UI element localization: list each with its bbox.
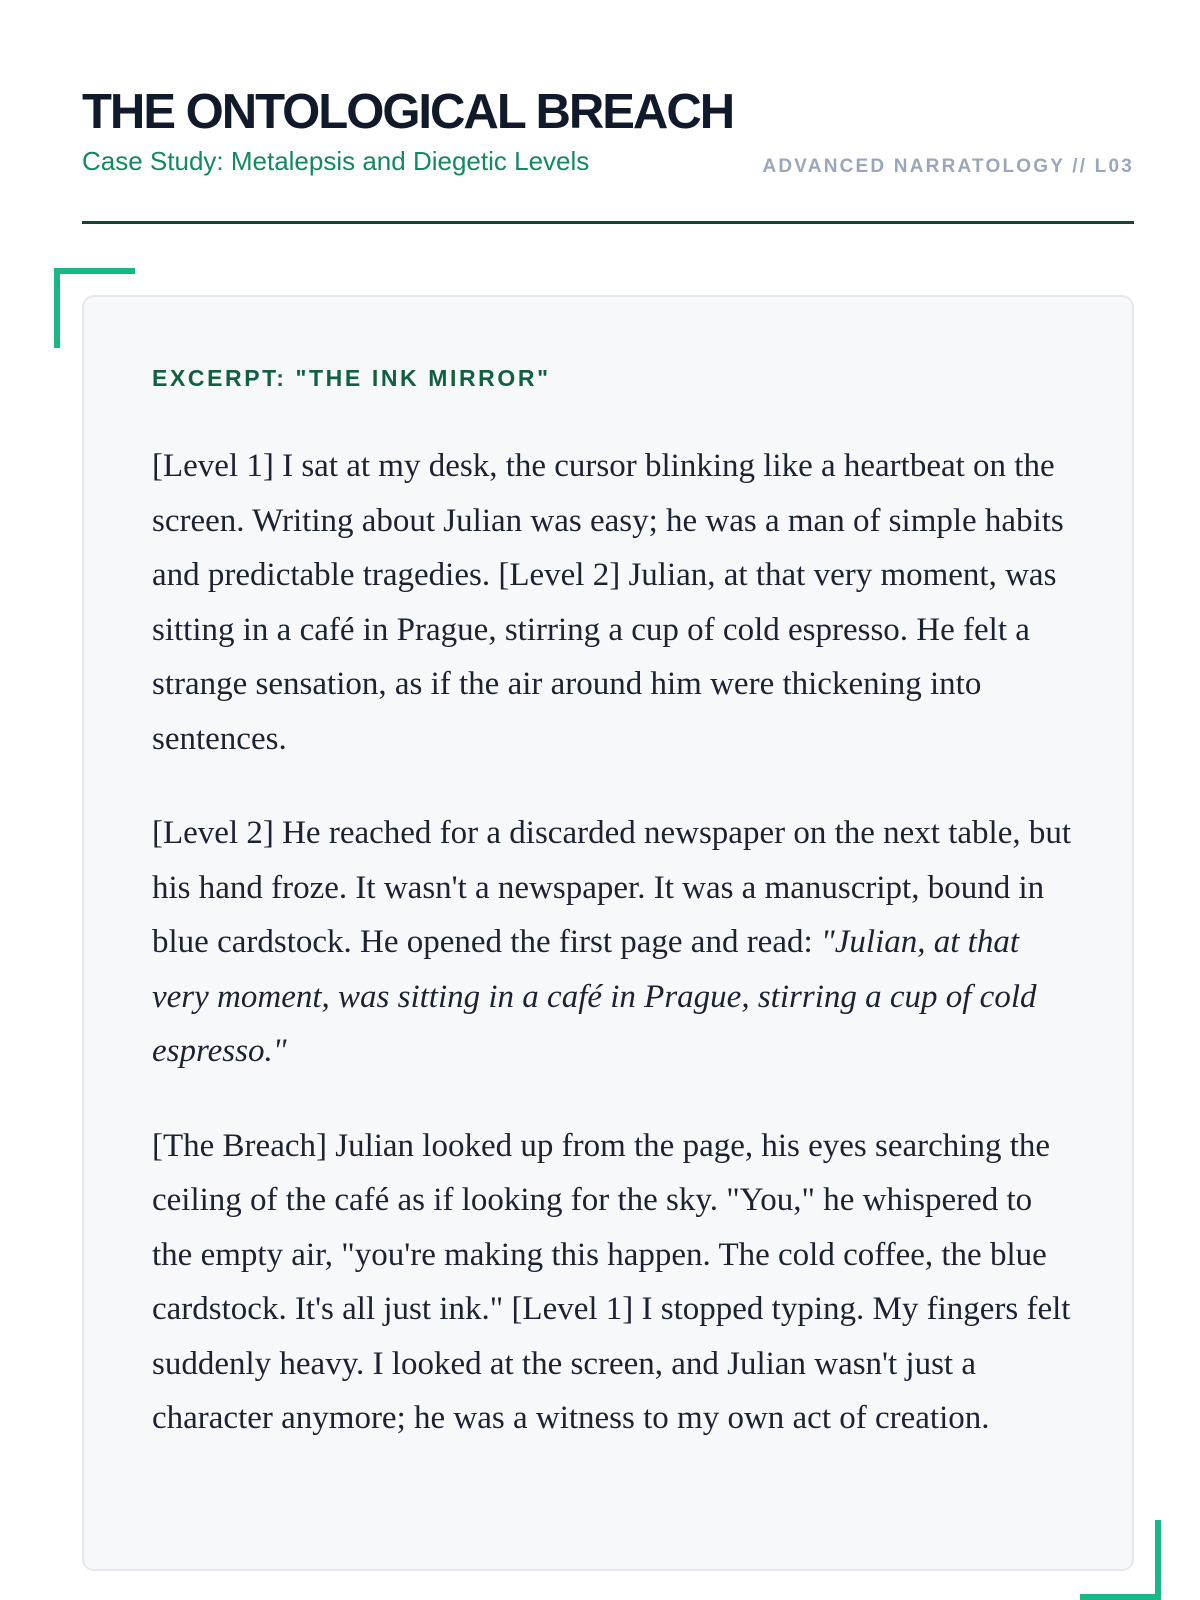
page-header bbox=[82, 80, 1134, 224]
page-subtitle: Case Study: Metalepsis and Diegetic Levels bbox=[82, 146, 590, 176]
corner-bracket-top-left-vertical bbox=[54, 268, 60, 348]
page-title: THE ONTOLOGICAL BREACH bbox=[82, 85, 734, 139]
excerpt-card bbox=[82, 295, 1134, 1571]
corner-bracket-bottom-right-vertical bbox=[1155, 1520, 1161, 1600]
corner-bracket-top-left bbox=[54, 268, 135, 274]
paragraph-text: [The Breach] Julian looked up from the page, his eyes searching the ceiling of the café as if looking for the sky. "You," he whispered to the empty air, "you're making this happen. The cold coffee, the blue cardstock. It's all just ink." [Level 1] I stopped typing. My fingers felt suddenly heavy. I looked at the screen, and Julian wasn't just a character anymore; he was a witness to my own act of creation. bbox=[152, 1127, 1071, 1436]
excerpt-body bbox=[152, 439, 1076, 1486]
excerpt-heading: EXCERPT: "THE INK MIRROR" bbox=[152, 365, 551, 391]
paragraph-text: [Level 2] He reached for a discarded newspaper on the next table, but his hand froze. It wasn't a newspaper. It was a manuscript, bound in blue cardstock. He opened the first page and read: bbox=[152, 815, 1072, 960]
course-tag: ADVANCED NARRATOLOGY // L03 bbox=[762, 156, 1134, 177]
paragraph-text: [Level 1] I sat at my desk, the cursor blinking like a heartbeat on the screen. Writing about Julian was easy; he was a man of simple habits and predictable tragedies. [Level 2] Julian, at that very moment, was sitting in a café in Prague, stirring a cup of cold espresso. He felt a strange sensation, as if the air around him were thickening into sentences. bbox=[152, 448, 1064, 757]
manuscript-quote: "Julian, at that very moment, was sitting in a café in Prague, stirring a cup of cold espresso." bbox=[152, 924, 1037, 1069]
excerpt-paragraph bbox=[152, 806, 1076, 1079]
excerpt-paragraph bbox=[152, 439, 1076, 766]
corner-bracket-bottom-right bbox=[1080, 1594, 1161, 1600]
excerpt-paragraph bbox=[152, 1119, 1076, 1446]
